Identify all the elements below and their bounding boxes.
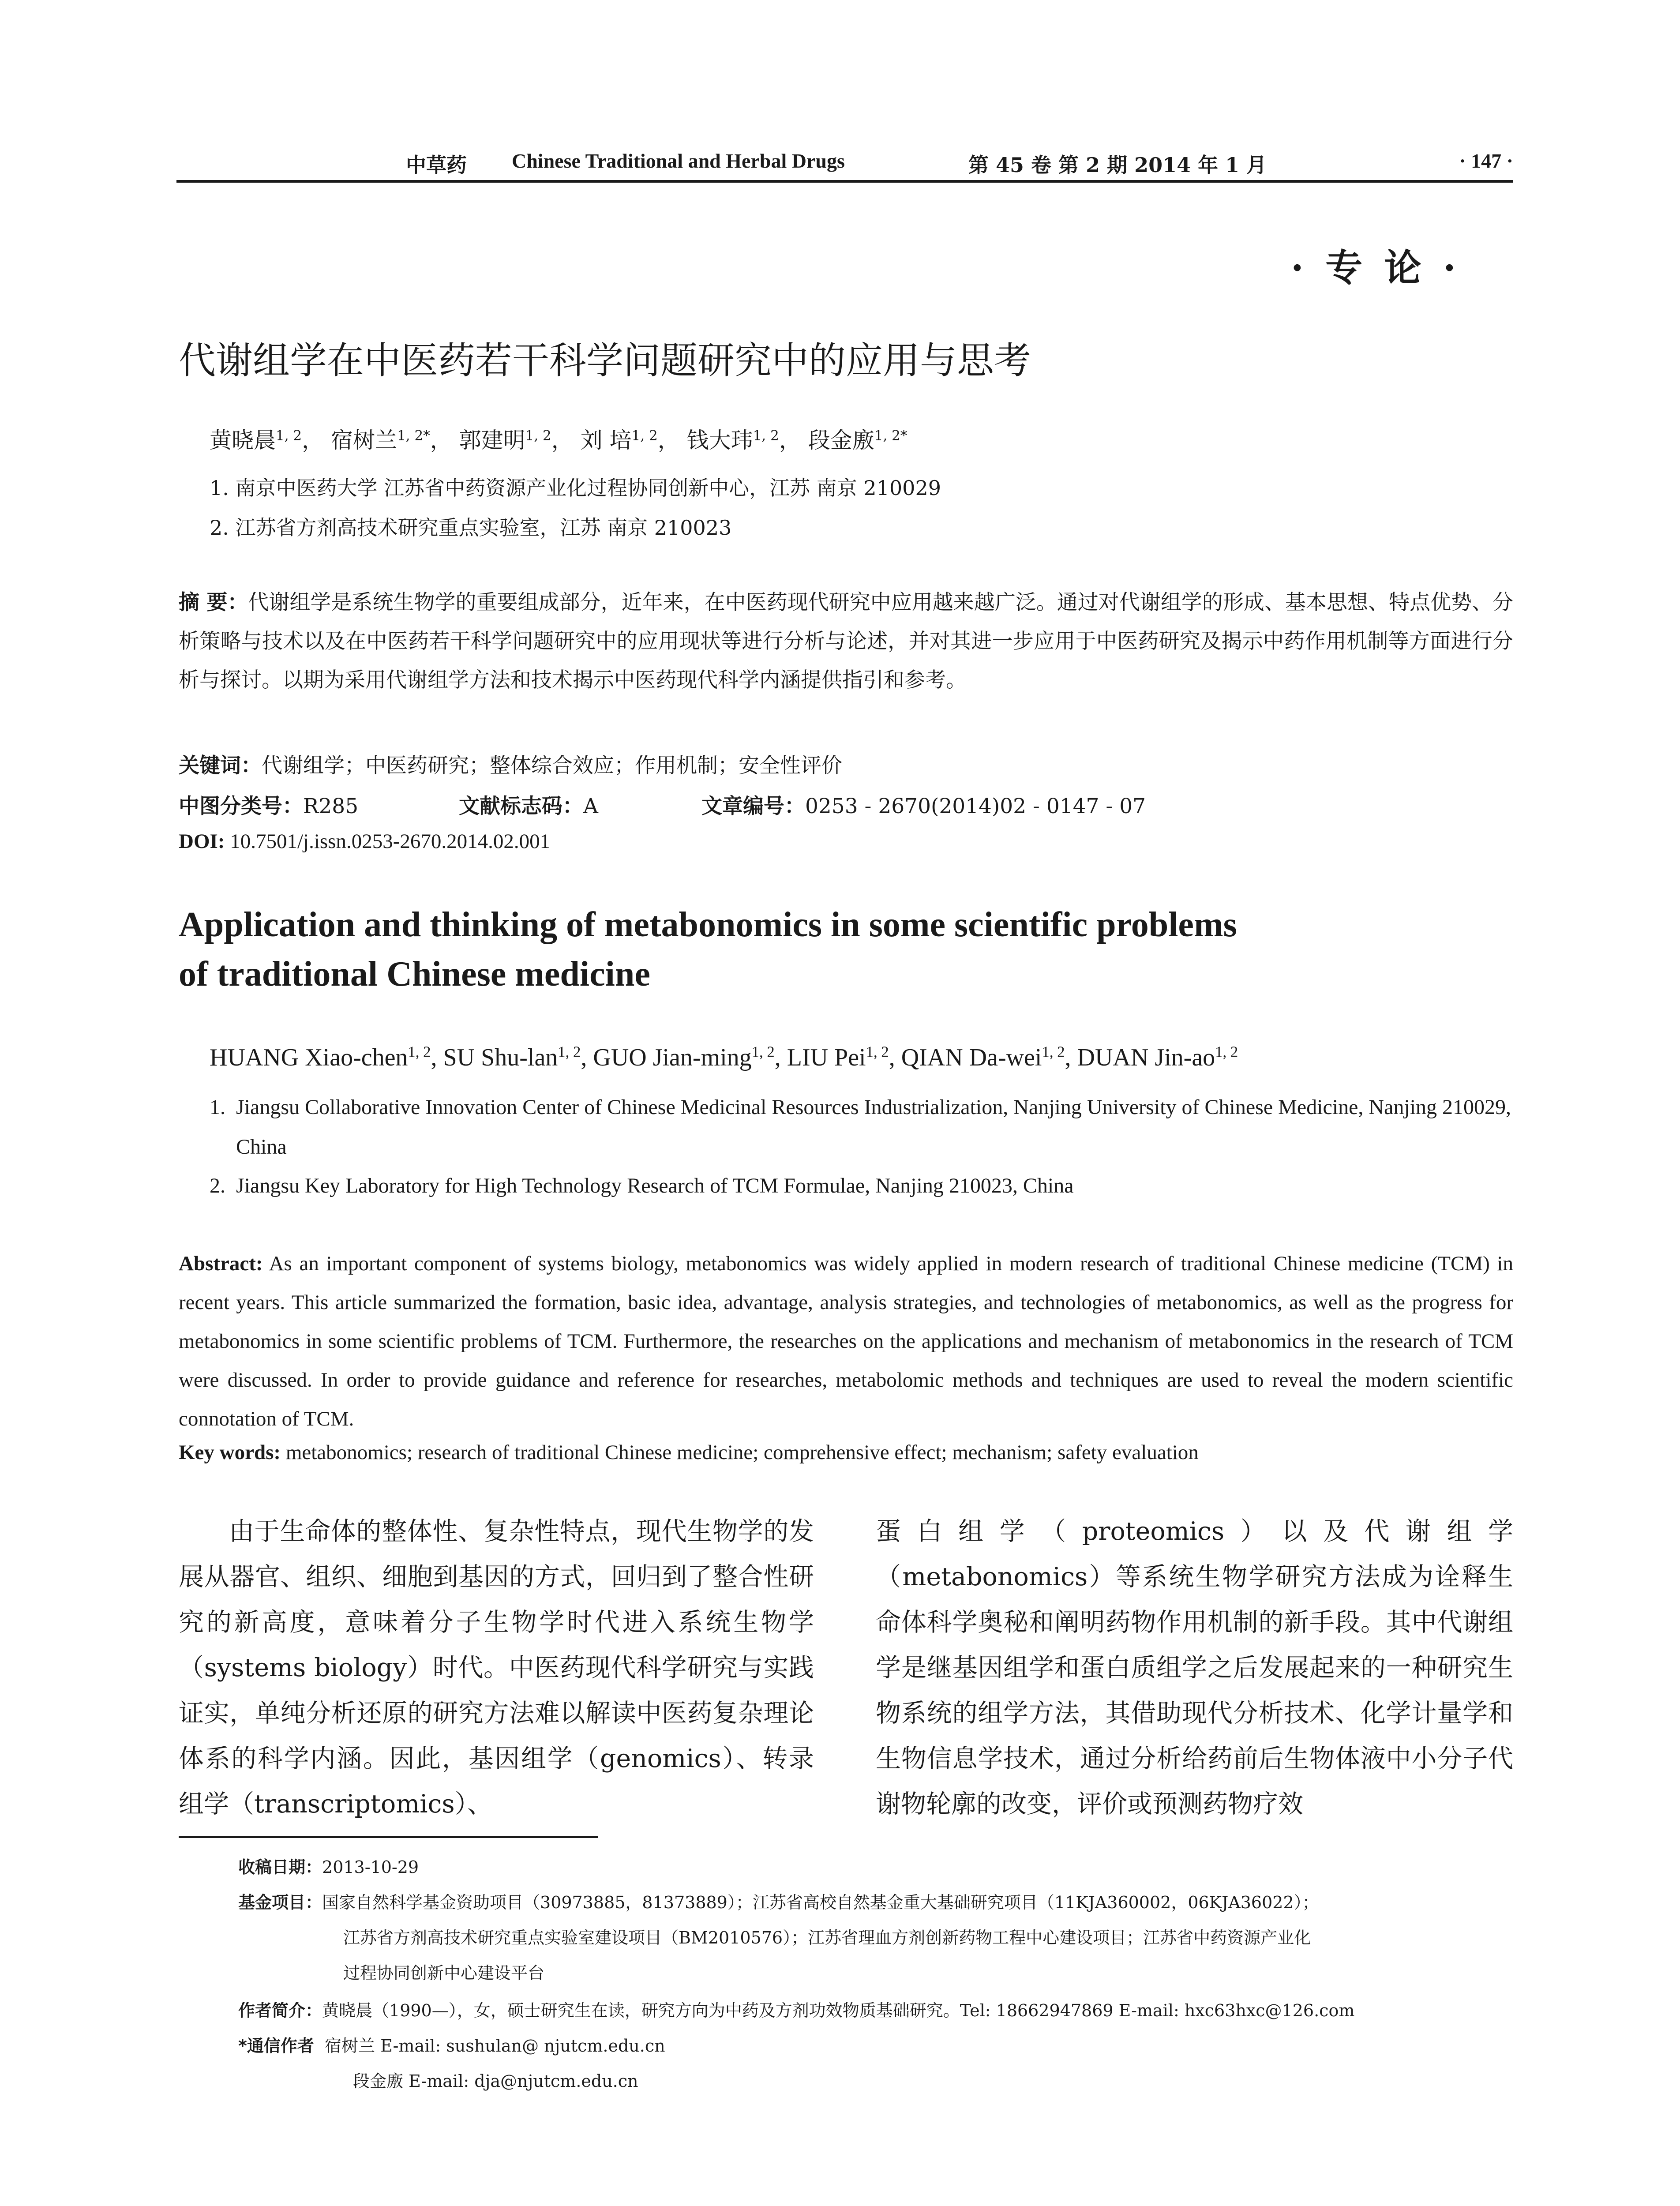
doc-code-value: A [583, 794, 598, 818]
author-list-cn: 黄晓晨$^{1, 2}$， 宿树兰$^{1, 2*}$， 郭建明$^{1, 2}$， 刘 培$^{1, 2}$， 钱大玮$^{1, 2}$， 段金廒$^{1, 2*}$ [210, 428, 908, 453]
author-affiliation-mark: 1, 2 [525, 428, 551, 444]
footnote-fund [238, 1888, 1319, 1917]
running-header [176, 141, 1513, 181]
author-affiliation-mark: 1, 2 [558, 1043, 581, 1061]
keywords-en [179, 1441, 1199, 1464]
author-name: 黄晓晨 [210, 428, 276, 453]
title-en-line: of traditional Chinese medicine [179, 955, 650, 994]
author-name: 段金廒 [808, 428, 874, 453]
author-list-en: HUANG Xiao-chen$^{1, 2}$, SU Shu-lan$^{1, 2}$, GUO Jian-ming$^{1, 2}$, LIU Pei$^{1, 2}$, QIAN Da-wei$^{1, 2}$, DUAN Jin-ao$^{1, 2}$ [210, 1043, 1238, 1071]
keywords-en-text: metabonomics; research of traditional Chinese medicine; comprehensive effect; mechanism; safety evaluation [285, 1441, 1199, 1464]
author-bio-text: 黄晓晨（1990—），女，硕士研究生在读，研究方向为中药及方剂功效物质基础研究。Tel: 18662947869 E-mail: hxc63hxc@126.com [322, 2001, 1355, 2020]
keywords-cn-text: 代谢组学；中医药研究；整体综合效应；作用机制；安全性评价 [262, 754, 842, 778]
author-name: LIU Pei [787, 1044, 866, 1071]
doi-label: DOI: [179, 830, 225, 853]
footnote-received [238, 1853, 419, 1881]
author-affiliation-mark: 1, 2 [631, 428, 658, 444]
fund-text-cont: 过程协同创新中心建设平台 [343, 1963, 545, 1983]
affiliation-text: Jiangsu Collaborative Innovation Center of Chinese Medicinal Resources Industrialization, Nanjing University of Chinese Medicine, Nanjing 210029, China [236, 1095, 1511, 1159]
footnote-author [238, 1996, 1354, 2025]
author-name: SU Shu-lan [443, 1044, 558, 1071]
footnote-correspondence [238, 2032, 665, 2060]
author-affiliation-mark: 1, 2 [753, 428, 779, 444]
header-rule [176, 180, 1513, 183]
classification-line [179, 790, 358, 819]
keywords-cn [179, 749, 842, 779]
keywords-cn-label: 关键词： [179, 754, 262, 778]
correspondence-contact: 段金廒 E-mail: dja@njutcm.edu.cn [353, 2071, 638, 2091]
article-number [701, 790, 1146, 819]
body-column-left: 由于生命体的整体性、复杂性特点，现代生物学的发展从器官、组织、细胞到基因的方式，回归到了整合性研究的新高度，意味着分子生物学时代进入系统生物学（systems biology）时代。中医药现代科学研究与实践证实，单纯分析还原的研究方法难以解读中医药复杂理论体系的科学内涵。因此，基因组学（genomics）、转录组学（transcriptomics）、 [179, 1517, 814, 1819]
affiliation-en [210, 1166, 1513, 1206]
section-label: · 专 论 · [1290, 246, 1460, 289]
abstract-en [179, 1244, 1513, 1438]
keywords-en-label: Key words: [179, 1441, 281, 1464]
author-affiliation-mark: 1, 2 [751, 1043, 775, 1061]
author-affiliation-mark: 1, 2* [874, 428, 908, 444]
article-number-value: 0253 - 2670(2014)02 - 0147 - 07 [805, 794, 1146, 818]
abstract-en-label: Abstract: [179, 1252, 263, 1275]
author-affiliation-mark: 1, 2* [397, 428, 430, 444]
author-name: 宿树兰 [331, 428, 398, 453]
correspondence-label: *通信作者 [238, 2036, 314, 2056]
affiliation-number: 2. [210, 1174, 225, 1197]
fund-text-cont: 江苏省方剂高技术研究重点实验室建设项目（BM2010576）；江苏省理血方剂创新药物工程中心建设项目；江苏省中药资源产业化 [343, 1928, 1311, 1947]
author-affiliation-mark: 1, 2 [408, 1043, 431, 1061]
affiliation-en [210, 1088, 1513, 1167]
author-name: 郭建明 [459, 428, 525, 453]
received-label: 收稿日期： [238, 1857, 322, 1877]
title-en-line: Application and thinking of metabonomics in some scientific problems [179, 905, 1237, 944]
affiliation-cn: 1. 南京中医药大学 江苏省中药资源产业化过程协同创新中心，江苏 南京 210029 [210, 476, 941, 500]
author-bio-label: 作者简介： [238, 2001, 322, 2020]
body-column-right: 蛋白组学（proteomics）以及代谢组学（metabonomics）等系统生物学研究方法成为诠释生命体科学奥秘和阐明药物作用机制的新手段。其中代谢组学是继基因组学和蛋白质组学之后发展起来的一种研究生物系统的组学方法，其借助现代分析技术、化学计量学和生物信息学技术，通过分析给药前后生物体液中小分子代谢物轮廓的改变，评价或预测药物疗效 [876, 1517, 1513, 1819]
issue-info: 第 45 卷 第 2 期 2014 年 1 月 [968, 153, 1267, 177]
correspondence-contact: 宿树兰 E-mail: sushulan@ njutcm.edu.cn [325, 2036, 665, 2056]
article-title-en [179, 900, 1502, 999]
footnote-rule [179, 1836, 598, 1838]
page-number: · 147 · [1459, 150, 1513, 172]
clc-value: R285 [303, 794, 359, 818]
author-affiliation-mark: 1, 2 [1215, 1043, 1238, 1061]
author-name: GUO Jian-ming [593, 1044, 752, 1071]
doi-value: 10.7501/j.issn.0253-2670.2014.02.001 [230, 830, 551, 853]
journal-name-en: Chinese Traditional and Herbal Drugs [512, 150, 845, 172]
author-name: DUAN Jin-ao [1077, 1044, 1215, 1071]
doc-code [459, 790, 598, 819]
author-name: HUANG Xiao-chen [210, 1044, 408, 1071]
journal-name-cn: 中草药 [406, 153, 467, 177]
author-name: 刘 培 [580, 428, 632, 453]
article-title-cn: 代谢组学在中医药若干科学问题研究中的应用与思考 [179, 339, 1031, 382]
abstract-cn-text: 代谢组学是系统生物学的重要组成部分，近年来，在中医药现代研究中应用越来越广泛。通过对代谢组学的形成、基本思想、特点优势、分析策略与技术以及在中医药若干科学问题研究中的应用现状等进行分析与论述，并对其进一步应用于中医药研究及揭示中药作用机制等方面进行分析与探讨。以期为采用代谢组学方法和技术揭示中医药现代科学内涵提供指引和参考。 [179, 590, 1513, 692]
abstract-cn-label: 摘 要： [179, 590, 248, 615]
abstract-cn [179, 583, 1513, 700]
fund-text: 国家自然科学基金资助项目（30973885，81373889）；江苏省高校自然基金重大基础研究项目（11KJA360002，06KJA36022）； [322, 1893, 1319, 1912]
author-affiliation-mark: 1, 2 [1042, 1043, 1065, 1061]
doi-line [179, 829, 550, 853]
affiliation-number: 1. [210, 1095, 225, 1119]
clc-label: 中图分类号： [179, 794, 303, 818]
author-name: 钱大玮 [686, 428, 753, 453]
author-affiliation-mark: 1, 2 [276, 428, 302, 444]
abstract-en-text: As an important component of systems biology, metabonomics was widely applied in modern research of traditional Chinese medicine (TCM) in recent years. This article summarized the formation, basic idea, advantage, analysis strategies, and technologies of metabonomics, as well as the progress for metabonomics in some scientific problems of TCM. Furthermore, the researches on the applications and mechanism of metabonomics in the research of TCM were discussed. In order to provide guidance and reference for researches, metabolomic methods and techniques are used to reveal the modern scientific connotation of TCM. [179, 1252, 1513, 1430]
received-date: 2013-10-29 [322, 1857, 419, 1877]
fund-label: 基金项目： [238, 1893, 322, 1912]
affiliation-text: Jiangsu Key Laboratory for High Technology Research of TCM Formulae, Nanjing 210023, China [236, 1174, 1074, 1197]
affiliation-cn: 2. 江苏省方剂高技术研究重点实验室，江苏 南京 210023 [210, 516, 732, 540]
author-affiliation-mark: 1, 2 [866, 1043, 889, 1061]
author-name: QIAN Da-wei [901, 1044, 1042, 1071]
article-number-label: 文章编号： [701, 794, 805, 818]
doc-code-label: 文献标志码： [459, 794, 583, 818]
